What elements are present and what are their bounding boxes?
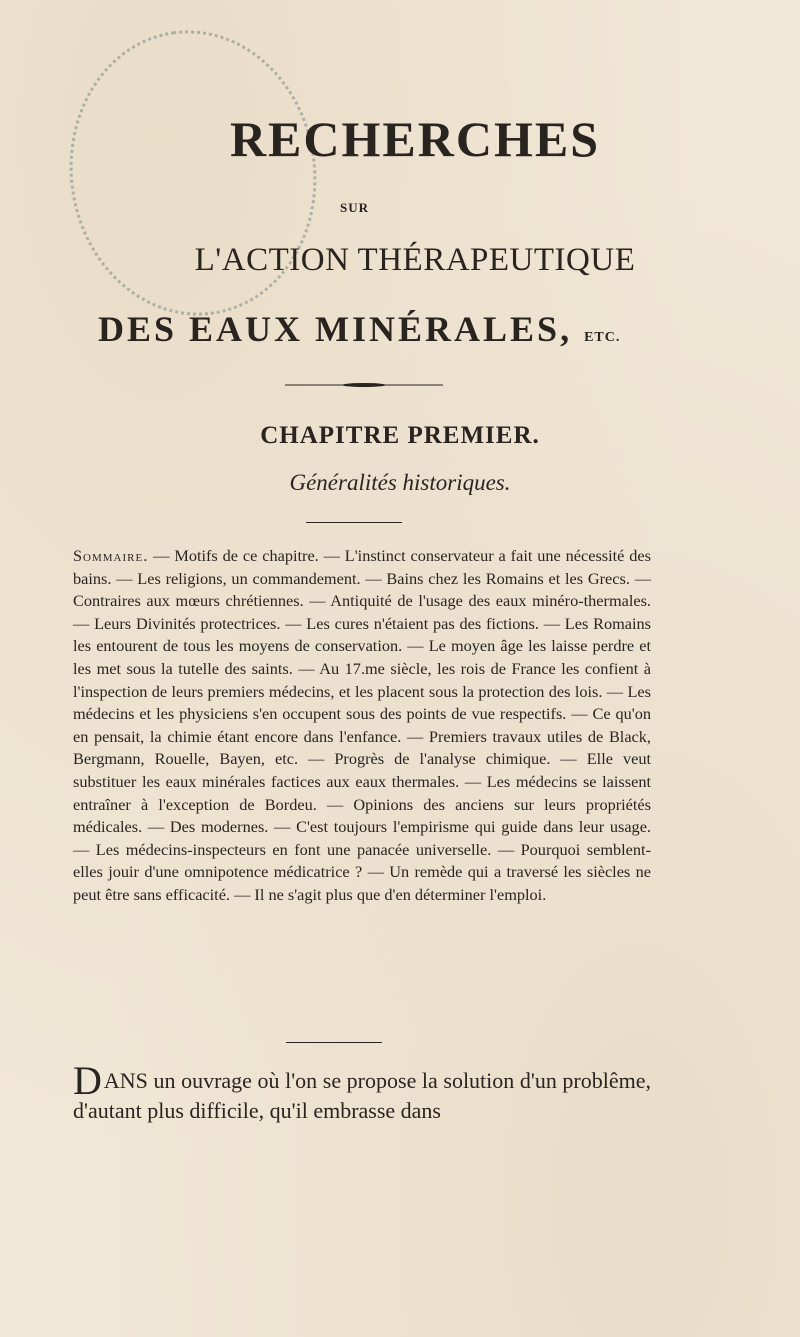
summary-label: Sommaire. xyxy=(73,546,149,565)
body-text: un ouvrage où l'on se propose la solution d'un problême, d'autant plus difficile, qu'il embrasse dans xyxy=(73,1068,651,1123)
chapter-subtitle: Généralités historiques. xyxy=(289,470,511,495)
rule-top xyxy=(306,522,402,523)
summary-block xyxy=(73,545,651,907)
ornament-rule xyxy=(285,383,443,387)
body-paragraph xyxy=(73,1058,651,1126)
rule-bottom xyxy=(286,1042,382,1043)
drop-cap: D xyxy=(73,1058,102,1103)
body-smallcaps: ANS xyxy=(103,1068,148,1093)
chapter-heading: CHAPITRE PREMIER. xyxy=(260,422,540,449)
library-stamp xyxy=(51,14,334,331)
title-eaux-text: DES EAUX MINÉRALES, xyxy=(98,309,573,349)
title-sur: SUR xyxy=(340,200,370,215)
title-etc: ETC. xyxy=(584,330,621,345)
title-eaux xyxy=(98,308,620,350)
title-action: L'ACTION THÉRAPEUTIQUE xyxy=(194,242,636,278)
title-recherches: RECHERCHES xyxy=(229,111,601,167)
summary-text: — Motifs de ce chapitre. — L'instinct conservateur a fait une nécessité des bains. — Les religions, un commandement. — Bains chez les Romains et les Grecs. — Contraires aux mœurs chrétiennes. — Antiquité de l'usage des eaux minéro-thermales. — Leurs Divinités protectrices. — Les cures n'étaient pas des fictions. — Les Romains les entourent de tous les moyens de conservation. — Le moyen âge les laisse perdre et les met sous la tutelle des saints. — Au 17.me siècle, les rois de France les confient à l'inspection de leurs premiers médecins, et les placent sous la protection des lois. — Les médecins et les physiciens s'en occupent sous des points de vue respectifs. — Ce qu'on en pensait, la chimie étant encore dans l'enfance. — Premiers travaux utiles de Black, Bergmann, Rouelle, Bayen, etc. — Progrès de l'analyse chimique. — Elle veut substituer les eaux minérales factices aux eaux thermales. — Les médecins se laissent entraîner à l'exception de Bordeu. — Opinions des anciens sur leurs propriétés médicales. — Des modernes. — C'est toujours l'empirisme qui guide dans leur usage. — Les médecins-inspecteurs en font une panacée universelle. — Pourquoi semblent-elles jouir d'une omnipotence médicatrice ? — Un remède qui a traversé les siècles ne peut être sans efficacité. — Il ne s'agit plus que d'en déterminer l'emploi. xyxy=(73,546,651,904)
